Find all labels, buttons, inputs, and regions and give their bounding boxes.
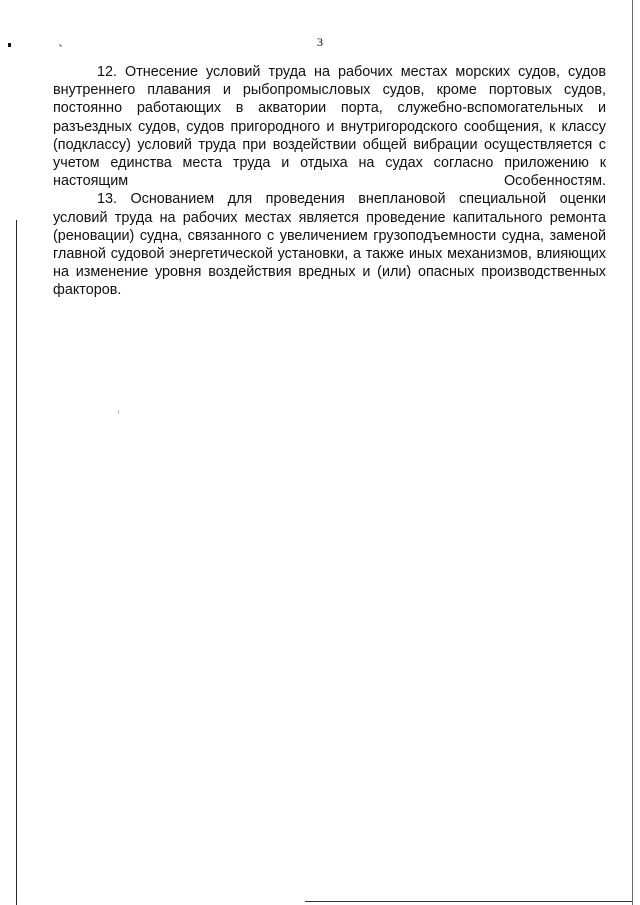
page-number: 3: [317, 35, 323, 49]
paragraph-12: 12. Отнесение условий труда на рабочих местах морских судов, судов внутреннего плавания и рыбопромысловых судов, кроме портовых судов, постоянно работающих в акватории порта, служебно-вспомогательных и разъездных судов, судов пригородного и внутригородского сообщения, к классу (подклассу) условий труда при воздействии общей вибрации осуществляется с учетом единства места труда и отдыха на судах согласно приложению к настоящим Особенностям.: [53, 64, 606, 190]
paragraph-13: 13. Основанием для проведения внеплановой специальной оценки условий труда на рабочих местах является проведение капитального ремонта (реновации) судна, связанного с увеличением грузоподъемности судна, заменой главной судовой энергетической установки, а также иных механизмов, влияющих на изменение уровня воздействия вредных и (или) опасных производственных факторов.: [53, 191, 606, 299]
document-body: [53, 63, 606, 300]
scan-speck-mark: [8, 43, 11, 47]
scan-edge-bottom: [305, 901, 632, 902]
scan-edge-left: [16, 220, 17, 905]
scan-speck-faint: [118, 410, 119, 414]
scan-edge-right: [632, 0, 633, 905]
scan-speck-tick: [59, 44, 62, 47]
